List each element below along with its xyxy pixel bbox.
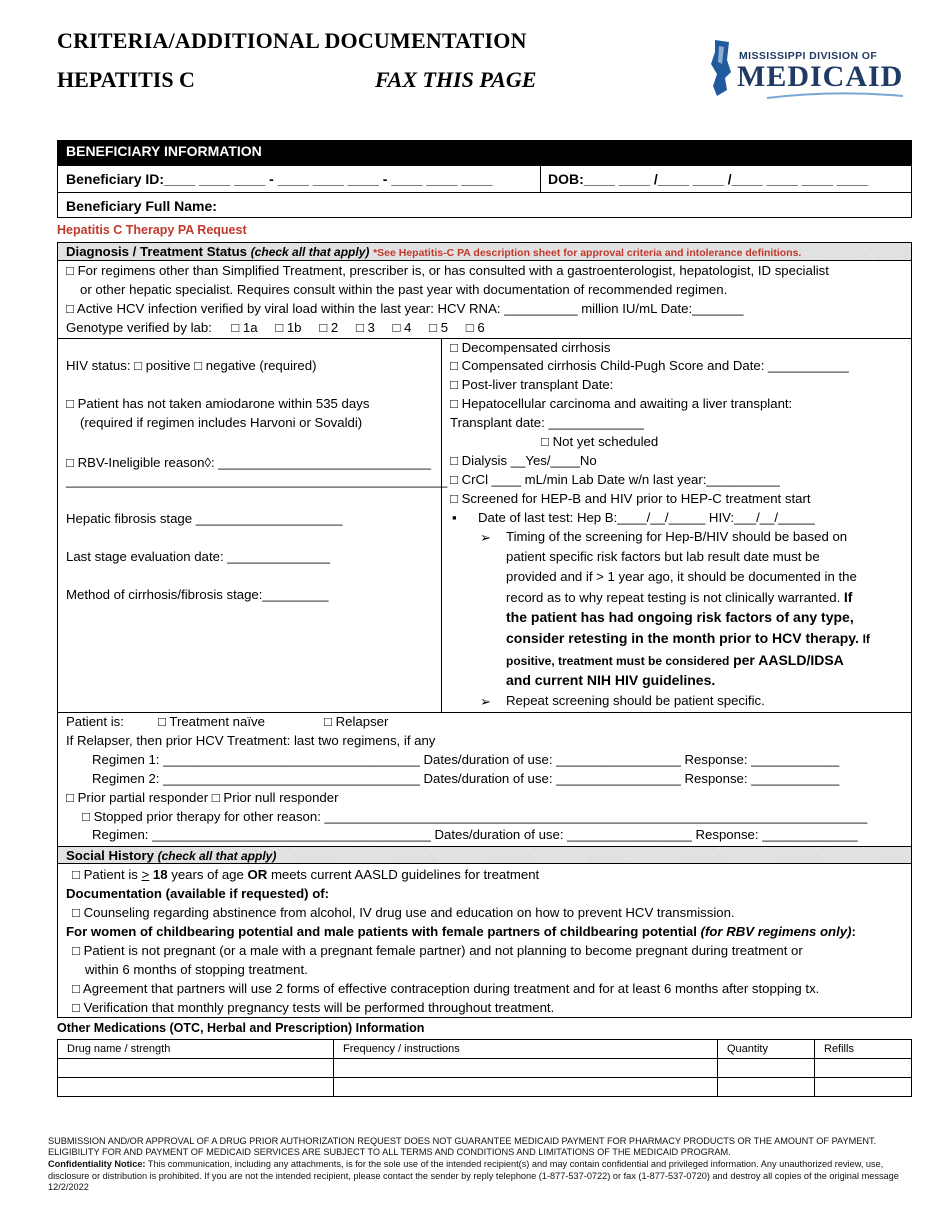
timing-text-3: provided and if > 1 year ago, it should be documented in the [506, 569, 857, 584]
square-bullet: ▪ [452, 510, 457, 525]
not-pregnant-checkbox[interactable]: □ Patient is not pregnant (or a male with a pregnant female partner) and not planning to become pregnant during treatment or [72, 943, 803, 958]
decompensated-checkbox[interactable]: □ Decompensated cirrhosis [450, 340, 611, 355]
fax-label: FAX THIS PAGE [375, 67, 537, 92]
diagnosis-heading: Diagnosis / Treatment Status (check all that apply) *See Hepatitis-C PA description sheet for approval criteria and intolerance definitions. [66, 244, 802, 259]
stopped-therapy-checkbox[interactable]: □ Stopped prior therapy for other reason: __________________________________________________________________________ [82, 809, 868, 824]
amiodarone-checkbox[interactable]: □ Patient has not taken amiodarone within 535 days [66, 396, 370, 411]
timing-text-2: patient specific risk factors but lab result date must be [506, 549, 820, 564]
contraception-checkbox[interactable]: □ Agreement that partners will use 2 forms of effective contraception during treatment and for at least 6 months after stopping tx. [72, 981, 820, 996]
pa-request-title: Hepatitis C Therapy PA Request [57, 223, 247, 237]
crcl-field[interactable]: □ CrCl ____ mL/min Lab Date w/n last year:__________ [450, 472, 780, 487]
table-row[interactable] [58, 1078, 912, 1097]
dialysis-field[interactable]: □ Dialysis __Yes/____No [450, 453, 597, 468]
footer-line2: ELIGIBILITY FOR AND PAYMENT OF MEDICAID SERVICES ARE SUBJECT TO ALL TERMS AND CONDITIONS AND LIMITATIONS OF THE MEDICAID PROGRAM. [48, 1147, 731, 1157]
genotype-2[interactable]: □ 2 [319, 320, 339, 335]
responder-checkboxes[interactable]: □ Prior partial responder □ Prior null responder [66, 790, 339, 805]
genotype-5[interactable]: □ 5 [429, 320, 449, 335]
rbv-ineligible-field[interactable]: □ RBV-Ineligible reason◊: _____________________________ [66, 455, 431, 470]
genotype-row: Genotype verified by lab: □ 1a □ 1b □ 2 □ 3 □ 4 □ 5 □ 6 [66, 320, 485, 335]
patient-is-label: Patient is: [66, 714, 124, 729]
see-note: *See Hepatitis-C PA description sheet for approval criteria and intolerance definitions. [373, 247, 802, 259]
compensated-checkbox[interactable]: □ Compensated cirrhosis Child-Pugh Score and Date: ___________ [450, 358, 849, 373]
col-drug-name: Drug name / strength [58, 1040, 334, 1059]
timing-text-5: the patient has had ongoing risk factors of any type, [506, 609, 854, 625]
timing-text-1: Timing of the screening for Hep-B/HIV should be based on [506, 529, 848, 544]
dob-field[interactable]: DOB:____ ____ /____ ____ /____ ____ ____ ____ [548, 171, 868, 187]
specialist-consult-text: or other hepatic specialist. Requires consult within the past year with documentation of recommended regimen. [80, 282, 728, 297]
hcc-checkbox[interactable]: □ Hepatocellular carcinoma and awaiting a liver transplant: [450, 396, 793, 411]
genotype-3[interactable]: □ 3 [355, 320, 375, 335]
regimen1-field[interactable]: Regimen 1: ___________________________________ Dates/duration of use: _________________ Response: ____________ [92, 752, 840, 767]
not-yet-scheduled-checkbox[interactable]: □ Not yet scheduled [541, 434, 659, 449]
logo-main-text: MEDICAID [737, 60, 904, 93]
genotype-6[interactable]: □ 6 [465, 320, 485, 335]
confidentiality-notice: Confidentiality Notice: This communication, including any attachments, is for the sole use of the intended recipient(s) and may contain confidential and privileged information. Any unauthorized review, use, [48, 1159, 884, 1169]
documentation-label: Documentation (available if requested) of: [66, 886, 330, 901]
relapser-checkbox[interactable]: □ Relapser [324, 714, 389, 729]
genotype-1a[interactable]: □ 1a [231, 320, 258, 335]
if-relapser-label: If Relapser, then prior HCV Treatment: last two regimens, if any [66, 733, 436, 748]
arrow-bullet-icon: ➢ [480, 530, 492, 545]
form-title: CRITERIA/ADDITIONAL DOCUMENTATION [57, 28, 527, 53]
hiv-status-checkbox[interactable]: HIV status: □ positive □ negative (required) [66, 358, 317, 373]
meds-title: Other Medications (OTC, Herbal and Prescription) Information [57, 1021, 425, 1035]
col-quantity: Quantity [718, 1040, 815, 1059]
method-field[interactable]: Method of cirrhosis/fibrosis stage:_________ [66, 587, 329, 602]
timing-text-7: positive, treatment must be considered per AASLD/IDSA [506, 652, 844, 668]
timing-text-6: consider retesting in the month prior to HCV therapy. If [506, 630, 870, 646]
logo-swoosh-icon [765, 92, 905, 100]
last-evaluation-field[interactable]: Last stage evaluation date: ______________ [66, 549, 330, 564]
rbv-ineligible-line2[interactable]: ____________________________________________________ [66, 473, 448, 488]
regimen3-field[interactable]: Regimen: ______________________________________ Dates/duration of use: _________________ Response: _____________ [92, 827, 858, 842]
mississippi-map-icon [705, 38, 737, 98]
fibrosis-stage-field[interactable]: Hepatic fibrosis stage ____________________ [66, 511, 343, 526]
amiodarone-note: (required if regimen includes Harvoni or Sovaldi) [80, 415, 363, 430]
form-date: 12/2/2022 [48, 1182, 89, 1192]
medicaid-logo [705, 38, 905, 98]
form-subtitle: HEPATITIS C [57, 67, 195, 92]
beneficiary-section-title: BENEFICIARY INFORMATION [57, 140, 912, 165]
pregnancy-test-checkbox[interactable]: □ Verification that monthly pregnancy tests will be performed throughout treatment. [72, 1000, 555, 1015]
table-header-row [58, 1040, 912, 1059]
logo-top-text: MISSISSIPPI DIVISION OF [739, 50, 878, 62]
age-checkbox[interactable]: □ Patient is > 18 years of age OR meets current AASLD guidelines for treatment [72, 867, 540, 882]
col-refills: Refills [815, 1040, 912, 1059]
screened-checkbox[interactable]: □ Screened for HEP-B and HIV prior to HEP-C treatment start [450, 491, 811, 506]
specialist-consult-checkbox[interactable]: □ For regimens other than Simplified Treatment, prescriber is, or has consulted with a gastroenterologist, hepatologist, ID specialist [66, 263, 829, 278]
active-hcv-checkbox[interactable]: □ Active HCV infection verified by viral load within the last year: HCV RNA: __________ million IU/mL Date:_______ [66, 301, 744, 316]
not-pregnant-text: within 6 months of stopping treatment. [85, 962, 308, 977]
confidentiality-notice-2: disclosure or distribution is prohibited. If you are not the intended recipient, please contact the sender by reply telephone (1-877-537-0722) or fax (1-877-537-0720) and destroy all copies of the original message [48, 1171, 899, 1181]
arrow-bullet-icon-2: ➢ [480, 694, 492, 709]
genotype-1b[interactable]: □ 1b [275, 320, 302, 335]
timing-text-8: and current NIH HIV guidelines. [506, 672, 716, 688]
social-heading: Social History (check all that apply) [66, 848, 277, 863]
medications-table [57, 1039, 912, 1097]
regimen2-field[interactable]: Regimen 2: ___________________________________ Dates/duration of use: _________________ Response: ____________ [92, 771, 840, 786]
transplant-date-field[interactable]: Transplant date: _____________ [450, 415, 644, 430]
col-frequency: Frequency / instructions [334, 1040, 718, 1059]
treatment-naive-checkbox[interactable]: □ Treatment naïve [158, 714, 265, 729]
beneficiary-name-field[interactable]: Beneficiary Full Name: [66, 198, 217, 214]
timing-text-4: record as to why repeat testing is not clinically warranted. If [506, 589, 853, 605]
footer-line1: SUBMISSION AND/OR APPROVAL OF A DRUG PRIOR AUTHORIZATION REQUEST DOES NOT GUARANTEE MEDICAID PAYMENT FOR PHARMACY PRODUCTS OR THE AMOUNT OF PAYMENT. [48, 1136, 877, 1146]
repeat-screening-text: Repeat screening should be patient specific. [506, 693, 765, 708]
genotype-4[interactable]: □ 4 [392, 320, 412, 335]
beneficiary-id-field[interactable]: Beneficiary ID:____ ____ ____ - ____ ____ ____ - ____ ____ ____ [66, 171, 493, 187]
date-last-test-field[interactable]: Date of last test: Hep B:____/__/_____ HIV:___/__/_____ [478, 510, 815, 525]
post-liver-checkbox[interactable]: □ Post-liver transplant Date: [450, 377, 614, 392]
counseling-checkbox[interactable]: □ Counseling regarding abstinence from alcohol, IV drug use and education on how to prevent HCV transmission. [72, 905, 735, 920]
table-row[interactable] [58, 1059, 912, 1078]
women-label: For women of childbearing potential and male patients with female partners of childbearing potential (for RBV regimens only): [66, 924, 856, 939]
